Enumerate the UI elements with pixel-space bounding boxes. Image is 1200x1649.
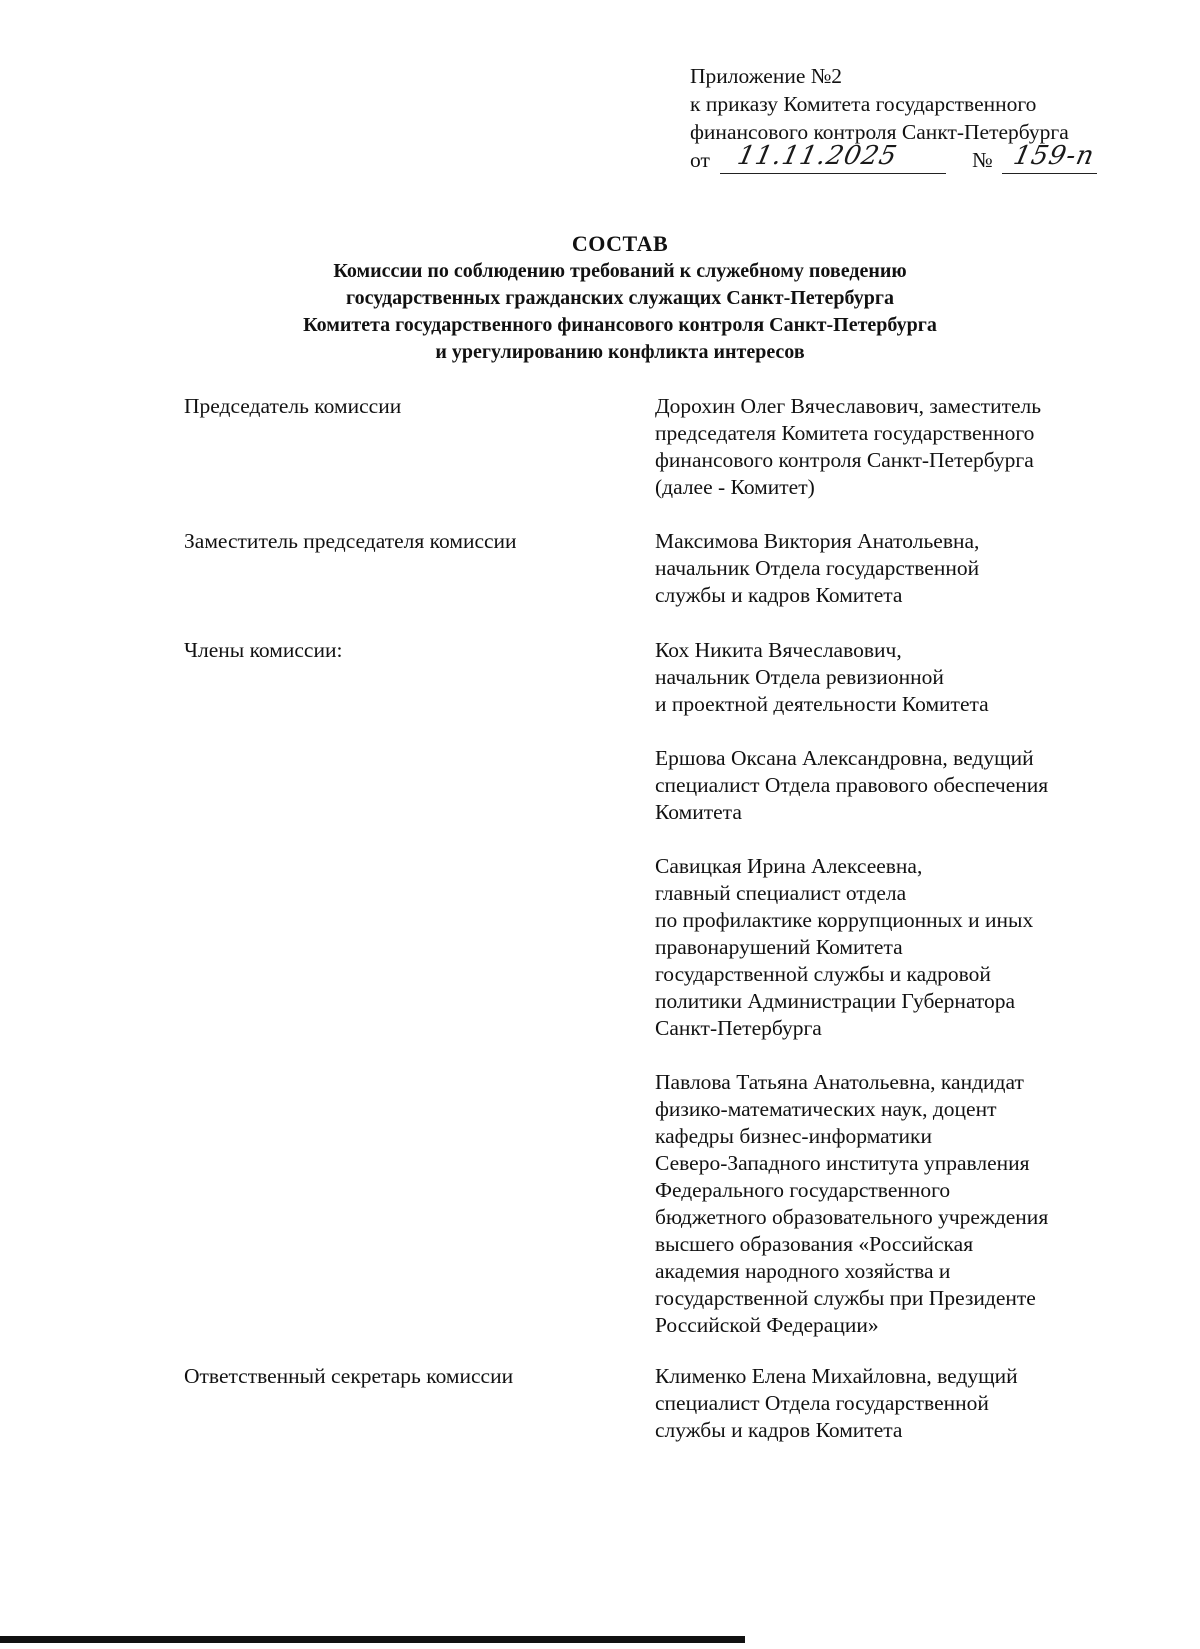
role-label: Заместитель председателя комиссии — [184, 529, 517, 553]
from-label: от — [690, 148, 710, 172]
title-line: Комиссии по соблюдению требований к служебному поведению — [333, 260, 907, 282]
member-line: Комитета — [655, 800, 742, 824]
number-label: № — [972, 148, 993, 172]
member-entry — [655, 637, 1135, 718]
title-line: Комитета государственного финансового контроля Санкт-Петербурга — [303, 314, 937, 336]
member-entry — [655, 853, 1135, 1042]
member-line: Федерального государственного — [655, 1178, 951, 1202]
member-line: Северо-Западного института управления — [655, 1151, 1030, 1175]
member-line: специалист Отдела правового обеспечения — [655, 773, 1049, 797]
member-line: службы и кадров Комитета — [655, 583, 903, 607]
member-line: высшего образования «Российская — [655, 1232, 974, 1256]
member-line: государственной службы при Президенте — [655, 1286, 1036, 1310]
member-line: Максимова Виктория Анатольевна, — [655, 529, 980, 553]
member-line: академия народного хозяйства и — [655, 1259, 951, 1283]
member-line: Клименко Елена Михайловна, ведущий — [655, 1364, 1018, 1388]
member-line: бюджетного образовательного учреждения — [655, 1205, 1049, 1229]
member-line: Павлова Татьяна Анатольевна, кандидат — [655, 1070, 1024, 1094]
handwritten-number: 159-п — [1010, 141, 1098, 171]
members-list — [655, 637, 1135, 1366]
appendix-number: Приложение №2 — [690, 64, 843, 88]
member-line: и проектной деятельности Комитета — [655, 692, 989, 716]
member-line: председателя Комитета государственного — [655, 421, 1035, 445]
member-line: кафедры бизнес-информатики — [655, 1124, 933, 1148]
member-line: политики Администрации Губернатора — [655, 989, 1016, 1013]
members-list — [655, 528, 1135, 636]
member-line: по профилактике коррупционных и иных — [655, 908, 1034, 932]
member-line: финансового контроля Санкт-Петербурга — [655, 448, 1034, 472]
member-entry — [655, 745, 1135, 826]
order-date-field — [720, 141, 946, 174]
title-line: и урегулированию конфликта интересов — [435, 341, 805, 363]
member-line: Савицкая Ирина Алексеевна, — [655, 854, 923, 878]
member-line: начальник Отдела ревизионной — [655, 665, 944, 689]
role-label: Члены комиссии: — [184, 638, 343, 662]
member-entry — [655, 1069, 1135, 1339]
role-label: Председатель комиссии — [184, 394, 402, 418]
member-line: (далее - Комитет) — [655, 475, 815, 499]
appendix-order-ref: к приказу Комитета государственного — [690, 92, 1037, 116]
document-title — [0, 230, 1200, 366]
member-entry — [655, 393, 1135, 501]
member-entry — [655, 1363, 1135, 1444]
member-line: Дорохин Олег Вячеславович, заместитель — [655, 394, 1042, 418]
member-line: Кох Никита Вячеславович, — [655, 638, 902, 662]
order-number-field — [1002, 141, 1098, 174]
member-line: государственной службы и кадровой — [655, 962, 991, 986]
handwritten-date: 11.11.2025 — [734, 141, 901, 171]
member-line: Российской Федерации» — [655, 1313, 879, 1337]
member-line: службы и кадров Комитета — [655, 1418, 903, 1442]
member-line: Санкт-Петербурга — [655, 1016, 822, 1040]
role-label: Ответственный секретарь комиссии — [184, 1364, 514, 1388]
member-entry — [655, 528, 1135, 609]
member-line: начальник Отдела государственной — [655, 556, 980, 580]
members-list — [655, 393, 1135, 528]
appendix-header — [690, 62, 1160, 176]
appendix-committee: финансового контроля Санкт-Петербурга — [690, 120, 1069, 144]
member-line: физико-математических наук, доцент — [655, 1097, 997, 1121]
member-line: главный специалист отдела — [655, 881, 907, 905]
member-line: правонарушений Комитета — [655, 935, 903, 959]
title-line: государственных гражданских служащих Санкт-Петербурга — [346, 287, 894, 309]
title-main: СОСТАВ — [571, 231, 669, 256]
scan-edge-bar — [0, 1636, 745, 1643]
members-list — [655, 1363, 1135, 1471]
member-line: Ершова Оксана Александровна, ведущий — [655, 746, 1034, 770]
member-line: специалист Отдела государственной — [655, 1391, 989, 1415]
order-date-number-line — [690, 141, 1160, 176]
